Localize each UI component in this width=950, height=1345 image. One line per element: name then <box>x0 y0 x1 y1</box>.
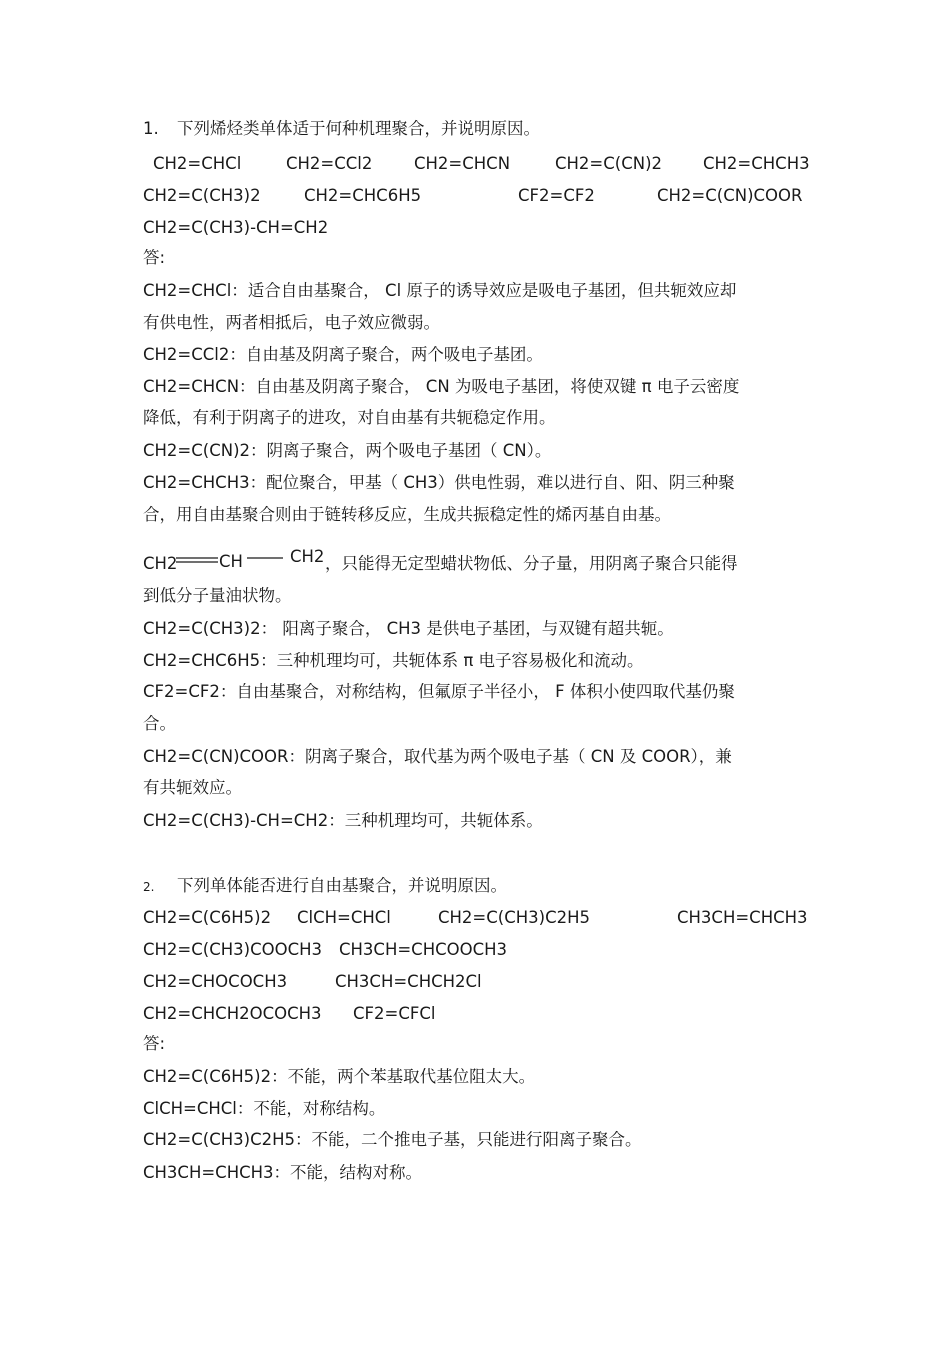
q2-number: 2. <box>143 880 155 894</box>
monomer: CH2=CHCN <box>414 154 511 173</box>
structure-label-ch2-right: CH2 <box>290 547 325 566</box>
answer-line: CH2=C(CH3)C2H5：不能，二个推电子基，只能进行阳离子聚合。 <box>143 1130 642 1149</box>
monomer: CH3CH=CHCH3 <box>677 908 808 927</box>
monomer: CH2=C(CH3)COOCH3 <box>143 940 322 959</box>
monomer: CH2=C(CH3)C2H5 <box>438 908 590 927</box>
monomer: CH2=C(CH3)-CH=CH2 <box>143 218 329 237</box>
answer-line: CH2=CHC6H5：三种机理均可，共轭体系 π 电子容易极化和流动。 <box>143 651 644 670</box>
monomer: CH2=CHCH2OCOCH3 <box>143 1004 322 1023</box>
answer-line: CH2=C(CN)2：阴离子聚合，两个吸电子基团（ CN）。 <box>143 441 552 460</box>
structure-text: ，只能得无定型蜡状物低、分子量，用阴离子聚合只能得 <box>325 554 738 573</box>
monomer: CH3CH=CHCH2Cl <box>335 972 482 991</box>
structure-label-ch2-left: CH2 <box>143 554 178 573</box>
monomer: ClCH=CHCl <box>297 908 391 927</box>
monomer: CH2=CHC6H5 <box>304 186 422 205</box>
answer-label: 答: <box>143 1034 166 1053</box>
q2-title: 2. 下列单体能否进行自由基聚合，并说明原因。 <box>143 875 507 898</box>
answer-continuation: 合，用自由基聚合则由于链转移反应，生成共振稳定性的烯丙基自由基。 <box>143 505 671 524</box>
answer-line: CH3CH=CHCH3：不能，结构对称。 <box>143 1163 423 1182</box>
monomer: CH2=CHOCOCH3 <box>143 972 288 991</box>
answer-continuation: 到低分子量油状物。 <box>143 586 292 605</box>
answer-line: CH2=C(C6H5)2：不能，两个苯基取代基位阻太大。 <box>143 1067 536 1086</box>
answer-line: CH2=CHCH3：配位聚合，甲基（ CH3）供电性弱，难以进行自、阳、阴三种聚 <box>143 473 735 492</box>
monomer: CH2=C(CN)COOR <box>657 186 803 205</box>
answer-line: CH2=CCl2：自由基及阴离子聚合，两个吸电子基团。 <box>143 345 543 364</box>
structure-label-ch: CH <box>219 552 243 571</box>
monomer: CH2=CCl2 <box>286 154 373 173</box>
monomer: CH2=C(C6H5)2 <box>143 908 272 927</box>
answer-continuation: 有供电性，两者相抵后，电子效应微弱。 <box>143 313 440 332</box>
monomer: CF2=CFCl <box>353 1004 436 1023</box>
answer-continuation: 合。 <box>143 714 176 733</box>
answer-line: CH2=CHCN：自由基及阴离子聚合， CN 为吸电子基团，将使双键 π 电子云密度 <box>143 377 740 396</box>
answer-continuation: 降低，有利于阴离子的进攻，对自由基有共轭稳定作用。 <box>143 408 556 427</box>
double-bond-icon <box>176 556 218 566</box>
answer-line: ClCH=CHCl：不能，对称结构。 <box>143 1099 386 1118</box>
monomer: CH3CH=CHCOOCH3 <box>339 940 508 959</box>
q1-title: 1. 下列烯烃类单体适于何种机理聚合，并说明原因。 <box>143 119 540 138</box>
answer-line: CH2=C(CN)COOR：阴离子聚合，取代基为两个吸电子基（ CN 及 COOR），兼 <box>143 747 732 766</box>
monomer: CH2=C(CN)2 <box>555 154 663 173</box>
answer-label: 答: <box>143 248 166 267</box>
monomer: CF2=CF2 <box>518 186 595 205</box>
answer-continuation: 有共轭效应。 <box>143 778 242 797</box>
answer-line: CH2=C(CH3)2： 阳离子聚合， CH3 是供电子基团，与双键有超共轭。 <box>143 619 674 638</box>
monomer: CH2=CHCH3 <box>703 154 810 173</box>
single-bond-icon <box>247 557 285 561</box>
answer-line: CH2=C(CH3)-CH=CH2：三种机理均可，共轭体系。 <box>143 811 543 830</box>
q1-number: 1. <box>143 119 159 138</box>
answer-line: CF2=CF2：自由基聚合，对称结构，但氟原子半径小， F 体积小使四取代基仍聚 <box>143 682 735 701</box>
answer-line: CH2=CHCl：适合自由基聚合， Cl 原子的诱导效应是吸电子基团，但共轭效应却 <box>143 281 737 300</box>
monomer: CH2=CHCl <box>153 154 242 173</box>
monomer: CH2=C(CH3)2 <box>143 186 261 205</box>
